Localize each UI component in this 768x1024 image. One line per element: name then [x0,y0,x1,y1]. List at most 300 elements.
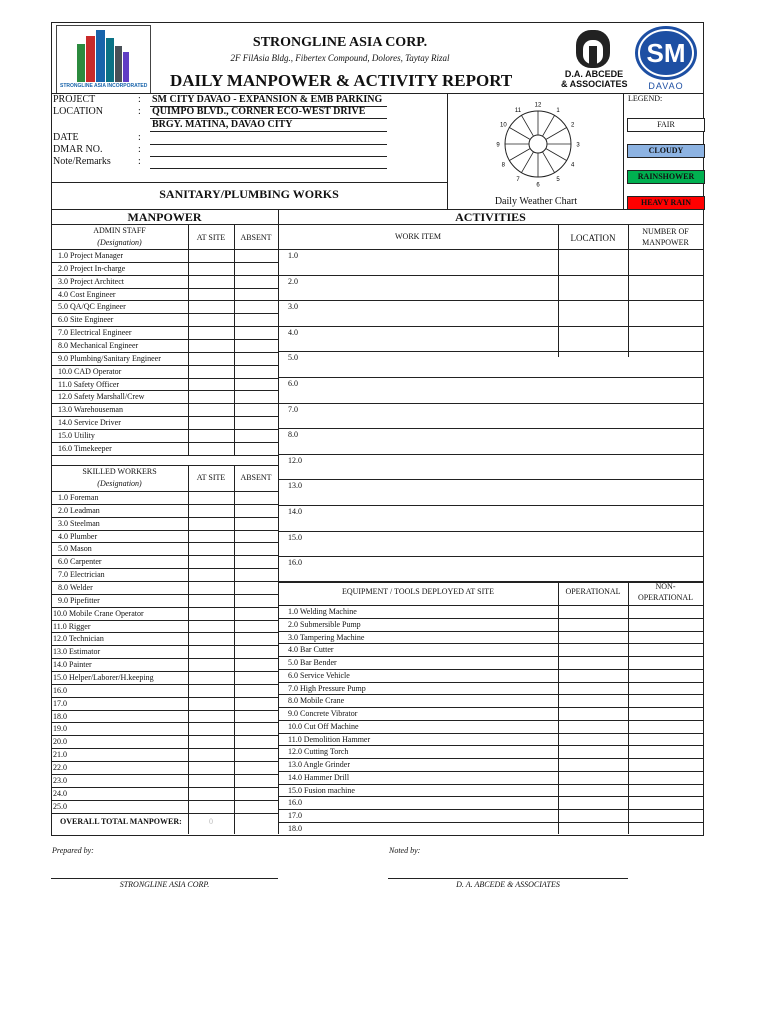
skilled-absent-cell[interactable] [235,736,277,747]
skilled-workers-title: SKILLED WORKERS [82,467,157,476]
skilled-absent-cell[interactable] [235,556,277,567]
skilled-at-site-cell[interactable] [189,685,233,696]
equipment-non-operational-cell[interactable] [629,619,702,630]
skilled-at-site-cell[interactable] [189,711,233,722]
activity-item-number: 13.0 [288,481,302,491]
clock-hour-label: 4 [570,162,575,169]
admin-staff-row-label: 1.0 Project Manager [58,251,124,260]
equipment-non-operational-cell[interactable] [629,695,702,706]
admin-absent-cell[interactable] [235,263,277,274]
skilled-at-site-cell[interactable] [189,569,233,580]
skilled-at-site-cell[interactable] [189,505,233,516]
clock-hour-label: 7 [516,177,520,184]
location-header: LOCATION [570,233,616,243]
skilled-absent-cell[interactable] [235,685,277,696]
equipment-non-operational-cell[interactable] [629,797,702,808]
admin-at-site-cell[interactable] [189,417,233,428]
clock-hour-label: 12 [534,102,542,109]
noted-signature-line [388,878,628,879]
skilled-worker-row-label: 4.0 Plumber [58,531,98,541]
skilled-worker-row-label: 3.0 Steelman [58,518,100,528]
skilled-worker-row-label: 20.0 [53,737,67,747]
activity-manpower-cell[interactable] [629,276,702,300]
legend-title: LEGEND: [628,94,663,103]
skilled-absent-cell[interactable] [235,672,277,683]
skilled-absent-cell[interactable] [235,518,277,529]
skilled-absent-cell[interactable] [235,582,277,593]
skilled-worker-row-label: 18.0 [53,711,67,721]
skilled-worker-row-label: 5.0 Mason [58,544,92,554]
admin-staff-row-label: 9.0 Plumbing/Sanitary Engineer [58,353,161,363]
non-operational-header-2: OPERATIONAL [637,593,694,602]
skilled-at-site-cell[interactable] [189,762,233,773]
skilled-at-site-cell[interactable] [189,582,233,593]
info-colon: : [138,144,141,155]
admin-staff-row-label: 6.0 Site Engineer [58,315,114,325]
activity-description-cell[interactable] [300,506,556,530]
admin-staff-row-label: 8.0 Mechanical Engineer [58,341,139,351]
skilled-absent-cell[interactable] [235,531,277,542]
weather-clock-chart [488,98,588,192]
activity-item-number: 5.0 [288,353,298,363]
legend-rainshower: RAINSHOWER [627,170,705,184]
activity-location-cell[interactable] [559,301,627,325]
grid-line [150,131,387,132]
skilled-at-site-cell[interactable] [189,659,233,670]
equipment-non-operational-cell[interactable] [629,632,702,643]
equipment-operational-cell[interactable] [559,721,627,732]
admin-staff-row-label: 7.0 Electrical Engineer [58,328,132,338]
admin-absent-cell[interactable] [235,276,277,287]
grid-line [51,465,278,466]
skilled-absent-cell[interactable] [235,569,277,580]
equipment-row-label: 5.0 Bar Bender [288,658,337,667]
activities-title: ACTIVITIES [455,210,526,224]
activity-description-cell[interactable] [300,532,556,556]
skilled-at-site-cell[interactable] [189,633,233,644]
equipment-non-operational-cell[interactable] [629,810,702,821]
admin-at-site-cell[interactable] [189,276,233,287]
noted-by-label: Noted by: [389,846,421,855]
equipment-row-label: 10.0 Cut Off Machine [288,721,359,731]
admin-staff-row-label: 12.0 Safety Marshall/Crew [58,392,145,402]
admin-at-site-cell[interactable] [189,430,233,441]
clock-segment-line[interactable] [543,115,555,136]
skilled-worker-row-label: 8.0 Welder [58,583,93,593]
equipment-row-label: 8.0 Mobile Crane [288,696,345,706]
skilled-designation-label: (Designation) [97,479,142,488]
admin-staff-row-label: 14.0 Service Driver [58,418,121,428]
strongline-logo [56,25,151,94]
grid-line [150,144,387,145]
activity-description-cell[interactable] [300,301,556,325]
activity-description-cell[interactable] [300,404,556,428]
equipment-operational-cell[interactable] [559,657,627,668]
admin-at-site-cell[interactable] [189,353,233,364]
clock-segment-line[interactable] [522,152,534,173]
clock-hour-label: 10 [500,122,507,129]
activity-item-number: 12.0 [288,455,302,465]
equipment-row-label: 9.0 Concrete Vibrator [288,709,358,718]
trade-title: SANITARY/PLUMBING WORKS [159,187,339,201]
equipment-non-operational-cell[interactable] [629,721,702,732]
strongline-logo-text: STRONGLINE ASIA INCORPORATED [60,83,148,89]
skilled-at-site-cell[interactable] [189,801,233,812]
skilled-at-site-cell[interactable] [189,723,233,734]
skilled-absent-cell[interactable] [235,801,277,812]
grid-line [278,209,279,834]
abcede-logo-line2: & ASSOCIATES [561,79,628,89]
admin-absent-cell[interactable] [235,327,277,338]
skilled-absent-cell[interactable] [235,775,277,786]
admin-staff-row-label: 3.0 Project Architect [58,276,124,286]
skilled-worker-row-label: 16.0 [53,685,67,695]
skilled-absent-cell[interactable] [235,749,277,760]
admin-at-site-cell[interactable] [189,301,233,312]
info-label: DATE [53,132,79,143]
report-title: DAILY MANPOWER & ACTIVITY REPORT [170,71,513,90]
skilled-worker-row-label: 23.0 [53,775,67,785]
admin-staff-row-label: 15.0 Utility [58,431,95,441]
skilled-at-site-cell[interactable] [189,543,233,554]
skilled-at-site-cell[interactable] [189,646,233,657]
equipment-row-label: 3.0 Tampering Machine [288,632,365,642]
overall-total-label: OVERALL TOTAL MANPOWER: [60,817,182,826]
equipment-non-operational-cell[interactable] [629,683,702,694]
equipment-row-label: 18.0 [288,823,302,833]
activity-location-cell[interactable] [559,276,627,300]
equipment-operational-cell[interactable] [559,785,627,796]
equipment-row-label: 11.0 Demolition Hammer [288,734,371,744]
skilled-worker-row-label: 14.0 Painter [53,660,92,670]
skilled-worker-row-label: 6.0 Carpenter [58,557,102,567]
admin-absent-cell[interactable] [235,340,277,351]
overall-total-value: 0 [209,817,213,826]
sm-logo-text: SM [646,38,686,68]
legend-heavy-rain: HEAVY RAIN [627,196,705,210]
equipment-row-label: 4.0 Bar Cutter [288,645,334,655]
equipment-row-label: 7.0 High Pressure Pump [288,683,366,693]
info-label: Note/Remarks [53,156,111,167]
admin-staff-row-label: 11.0 Safety Officer [58,379,120,389]
skilled-worker-row-label: 22.0 [53,763,67,773]
legend-cloudy: CLOUDY [627,144,705,158]
skilled-absent-cell[interactable] [235,723,277,734]
activity-location-cell[interactable] [559,250,627,274]
skilled-worker-row-label: 11.0 Rigger [53,621,91,631]
skilled-worker-row-label: 15.0 Helper/Laborer/H.keeping [53,673,154,683]
clock-center [529,135,547,153]
sm-logo [631,24,701,92]
clock-hour-label: 1 [556,107,560,114]
grid-line [150,156,387,157]
skilled-at-site-cell[interactable] [189,531,233,542]
info-label: LOCATION [53,106,103,117]
clock-segment-line[interactable] [546,128,567,140]
equipment-operational-cell[interactable] [559,695,627,706]
admin-at-site-cell[interactable] [189,391,233,402]
skilled-at-site-cell[interactable] [189,736,233,747]
admin-at-site-header: AT SITE [196,233,226,242]
equipment-operational-cell[interactable] [559,619,627,630]
equipment-row-label: 15.0 Fusion machine [288,785,355,795]
equipment-operational-cell[interactable] [559,734,627,745]
equipment-non-operational-cell[interactable] [629,759,702,770]
equipment-non-operational-cell[interactable] [629,734,702,745]
skilled-worker-row-label: 21.0 [53,750,67,760]
activity-manpower-cell[interactable] [629,327,702,351]
clock-hour-label: 2 [570,122,575,129]
skilled-at-site-cell[interactable] [189,788,233,799]
equipment-non-operational-cell[interactable] [629,823,702,834]
equipment-operational-cell[interactable] [559,683,627,694]
skilled-absent-header: ABSENT [240,473,272,482]
admin-staff-title: ADMIN STAFF [93,226,146,235]
clock-segment-line[interactable] [543,152,555,173]
admin-absent-cell[interactable] [235,301,277,312]
equipment-operational-cell[interactable] [559,772,627,783]
equipment-non-operational-cell[interactable] [629,785,702,796]
equipment-non-operational-cell[interactable] [629,670,702,681]
grid-line [234,813,235,835]
equipment-operational-cell[interactable] [559,746,627,757]
info-colon: : [138,156,141,167]
skilled-worker-row-label: 2.0 Leadman [58,505,100,515]
clock-hour-label: 11 [514,107,522,114]
skilled-absent-cell[interactable] [235,633,277,644]
activity-description-cell[interactable] [300,378,556,402]
skilled-absent-cell[interactable] [235,762,277,773]
skilled-at-site-cell[interactable] [189,608,233,619]
admin-absent-cell[interactable] [235,404,277,415]
admin-staff-row-label: 2.0 Project In-charge [58,263,126,273]
equipment-non-operational-cell[interactable] [629,708,702,719]
skilled-at-site-cell[interactable] [189,595,233,606]
activity-item-number: 8.0 [288,430,298,440]
skilled-worker-row-label: 24.0 [53,788,67,798]
info-label: DMAR NO. [53,144,103,155]
sm-logo-sub: DAVAO [648,81,684,91]
skilled-worker-row-label: 13.0 Estimator [53,647,101,657]
admin-absent-cell[interactable] [235,379,277,390]
admin-staff-row-label: 5.0 QA/QC Engineer [58,302,126,312]
abcede-logo [561,26,627,90]
clock-segment-line[interactable] [546,149,567,161]
operational-header: OPERATIONAL [565,587,621,596]
admin-at-site-cell[interactable] [189,366,233,377]
admin-at-site-cell[interactable] [189,379,233,390]
activity-manpower-cell[interactable] [629,250,702,274]
equipment-operational-cell[interactable] [559,797,627,808]
work-item-header: WORK ITEM [395,232,441,241]
activity-item-number: 7.0 [288,404,298,414]
info-colon: : [138,106,141,117]
equipment-row-label: 2.0 Submersible Pump [288,619,361,629]
skilled-absent-cell[interactable] [235,659,277,670]
equipment-row-label: 13.0 Angle Grinder [288,760,350,769]
clock-hour-label: 9 [496,142,500,149]
activity-item-number: 2.0 [288,276,298,286]
activity-item-number: 14.0 [288,507,302,516]
clock-hour-label: 3 [576,142,580,149]
skilled-at-site-cell[interactable] [189,672,233,683]
equipment-operational-cell[interactable] [559,632,627,643]
equipment-non-operational-cell[interactable] [629,746,702,757]
admin-staff-row-label: 16.0 Timekeeper [58,443,112,453]
activity-description-cell[interactable] [300,250,556,274]
skilled-worker-row-label: 10.0 Mobile Crane Operator [53,608,144,618]
prepared-company: STRONGLINE ASIA CORP. [119,880,210,889]
noted-company: D. A. ABCEDE & ASSOCIATES [456,880,560,889]
skilled-absent-cell[interactable] [235,711,277,722]
equipment-row-label: 6.0 Service Vehicle [288,670,350,680]
skilled-absent-cell[interactable] [235,788,277,799]
weather-chart-label: Daily Weather Chart [494,196,578,207]
equipment-non-operational-cell[interactable] [629,657,702,668]
skilled-worker-row-label: 19.0 [53,724,67,734]
prepared-signature-line [51,878,278,879]
activity-description-cell[interactable] [300,276,556,300]
grid-line [51,813,278,814]
skilled-at-site-cell[interactable] [189,775,233,786]
activity-description-cell[interactable] [300,327,556,351]
skilled-absent-cell[interactable] [235,492,277,503]
equipment-row-label: 17.0 [288,811,302,820]
skilled-worker-row-label: 17.0 [53,698,67,708]
activity-description-cell[interactable] [300,480,556,504]
skilled-at-site-cell[interactable] [189,749,233,760]
equipment-row-label: 14.0 Hammer Drill [288,772,350,782]
admin-at-site-cell[interactable] [189,263,233,274]
admin-staff-row-label: 13.0 Warehouseman [58,405,123,415]
admin-absent-cell[interactable] [235,250,277,261]
skilled-worker-row-label: 7.0 Electrician [58,570,105,580]
equipment-row-label: 12.0 Cutting Torch [288,747,349,757]
grid-line [150,168,387,169]
clock-hour-label: 5 [556,177,560,184]
admin-absent-cell[interactable] [235,366,277,377]
skilled-worker-row-label: 25.0 [53,801,67,811]
equipment-operational-cell[interactable] [559,644,627,655]
skilled-absent-cell[interactable] [235,608,277,619]
non-operational-header-1: NON- [655,582,676,591]
admin-at-site-cell[interactable] [189,340,233,351]
manpower-title: MANPOWER [127,210,202,224]
clock-segment-line[interactable] [522,115,534,136]
skilled-worker-row-label: 12.0 Technician [53,634,104,644]
info-value[interactable]: SM CITY DAVAO - EXPANSION & EMB PARKING [152,94,383,105]
activity-location-cell[interactable] [559,327,627,351]
skilled-at-site-cell[interactable] [189,518,233,529]
company-address: 2F FilAsia Bldg., Fibertex Compound, Dolores, Taytay Rizal [230,53,450,63]
clock-hour-label: 6 [536,182,540,189]
admin-staff-row-label: 4.0 Cost Engineer [58,289,116,299]
equipment-row-label: 16.0 [288,798,302,808]
admin-at-site-cell[interactable] [189,289,233,300]
clock-segment-line[interactable] [509,149,530,161]
skilled-at-site-cell[interactable] [189,492,233,503]
activity-description-cell[interactable] [300,455,556,479]
manpower-count-header-2: MANPOWER [642,238,689,247]
activity-item-number: 6.0 [288,379,298,388]
admin-at-site-cell[interactable] [189,327,233,338]
grid-line [278,581,703,582]
admin-absent-cell[interactable] [235,353,277,364]
skilled-at-site-cell[interactable] [189,621,233,632]
activity-description-cell[interactable] [300,352,556,376]
admin-absent-cell[interactable] [235,289,277,300]
skilled-at-site-cell[interactable] [189,698,233,709]
activity-manpower-cell[interactable] [629,301,702,325]
admin-absent-cell[interactable] [235,443,277,454]
equipment-operational-cell[interactable] [559,708,627,719]
activity-item-number: 16.0 [288,558,302,568]
info-value[interactable]: QUIMPO BLVD., CORNER ECO-WEST DRIVE [152,106,366,117]
info-colon: : [138,94,141,105]
skilled-absent-cell[interactable] [235,698,277,709]
skilled-at-site-header: AT SITE [196,473,226,482]
admin-absent-header: ABSENT [240,233,272,242]
admin-designation-label: (Designation) [97,238,142,247]
info-colon: : [138,132,141,143]
admin-at-site-cell[interactable] [189,443,233,454]
skilled-worker-row-label: 9.0 Pipefitter [58,595,100,605]
activity-item-number: 3.0 [288,302,298,312]
skilled-absent-cell[interactable] [235,646,277,657]
grid-line [51,455,278,456]
admin-at-site-cell[interactable] [189,404,233,415]
admin-absent-cell[interactable] [235,430,277,441]
clock-segment-line[interactable] [509,128,530,140]
manpower-count-header-1: NUMBER OF [642,227,689,236]
clock-hour-label: 8 [501,162,506,169]
equipment-operational-cell[interactable] [559,759,627,770]
equipment-non-operational-cell[interactable] [629,644,702,655]
admin-absent-cell[interactable] [235,391,277,402]
skilled-at-site-cell[interactable] [189,556,233,567]
company-name: STRONGLINE ASIA CORP. [252,35,428,50]
activity-description-cell[interactable] [300,557,556,581]
equipment-non-operational-cell[interactable] [629,606,702,617]
admin-staff-row-label: 10.0 CAD Operator [58,366,122,376]
skilled-worker-row-label: 1.0 Foreman [58,493,99,502]
activity-description-cell[interactable] [300,429,556,453]
equipment-operational-cell[interactable] [559,670,627,681]
abcede-logo-line1: D.A. ABCEDE [564,69,624,79]
info-value[interactable]: BRGY. MATINA, DAVAO CITY [152,119,293,130]
activity-item-number: 15.0 [288,532,302,542]
admin-at-site-cell[interactable] [189,250,233,261]
skilled-absent-cell[interactable] [235,505,277,516]
activity-item-number: 4.0 [288,327,298,337]
activity-item-number: 1.0 [288,251,298,260]
skilled-absent-cell[interactable] [235,595,277,606]
equipment-operational-cell[interactable] [559,606,627,617]
skilled-absent-cell[interactable] [235,543,277,554]
admin-absent-cell[interactable] [235,417,277,428]
equipment-operational-cell[interactable] [559,823,627,834]
equipment-operational-cell[interactable] [559,810,627,821]
legend-fair: FAIR [627,118,705,132]
equipment-title: EQUIPMENT / TOOLS DEPLOYED AT SITE [341,587,495,596]
info-label: PROJECT [53,94,96,105]
admin-at-site-cell[interactable] [189,314,233,325]
prepared-by-label: Prepared by: [52,846,94,855]
equipment-row-label: 1.0 Welding Machine [288,607,357,616]
equipment-non-operational-cell[interactable] [629,772,702,783]
admin-absent-cell[interactable] [235,314,277,325]
skilled-absent-cell[interactable] [235,621,277,632]
